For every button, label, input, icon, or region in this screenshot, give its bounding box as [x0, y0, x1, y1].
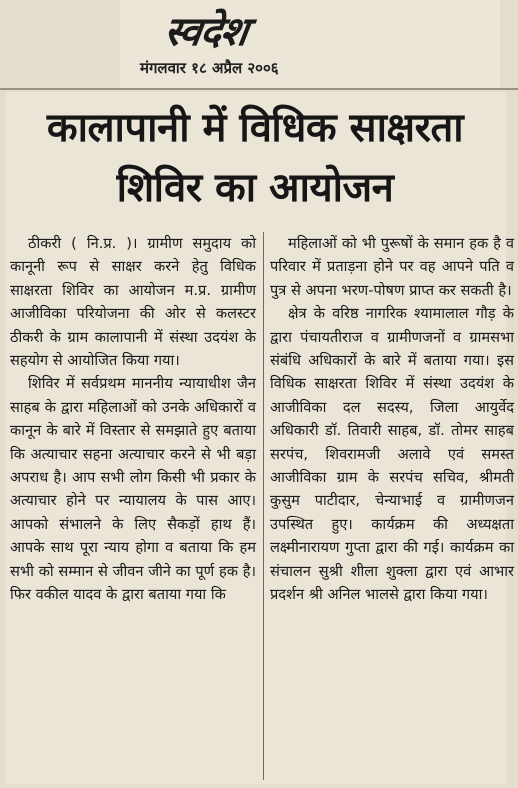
- column-left-paragraph-2: शिविर में सर्वप्रथम माननीय न्यायाधीश जैन साहब के द्वारा महिलाओं को उनके अधिकारों व कानून के बारे में विस्तार से समझाते हुए बताया कि अत्याचार सहना अत्याचार करने से भी बड़ा अपराध है। आप सभी लोग किसी भी प्रकार के अत्याचार होने पर न्यायालय के पास आए। आपको संभालने के लिए सैकड़ों हाथ हैं। आपके साथ पूरा न्याय होगा व बताया कि हम सभी को सम्मान से जीवन जीने का पूर्ण हक है। फिर वकील यादव के द्वारा बताया गया कि: [10, 375, 256, 604]
- column-left-paragraph-1: ठीकरी ( नि.प्र. )। ग्रामीण समुदाय को कानूनी रूप से साक्षर करने हेतु विधिक साक्षरता शिविर का आयोजन म.प्र. ग्रामीण आजीविका परियोजना की ओर से कलस्टर ठीकरी के ग्राम कालापानी में संस्था उदयंश के सहयोग से आयोजित किया गया।: [10, 235, 256, 370]
- publication-date: मंगलवार १८ अप्रैल २००६: [140, 59, 279, 77]
- clipping-edge: [0, 88, 518, 90]
- headline-line-1: कालापानी में विधिक साक्षरता: [46, 105, 464, 151]
- article-headline: [10, 98, 500, 218]
- newspaper-masthead: स्वदेश: [161, 8, 251, 55]
- column-right-paragraph-1: महिलाओं को भी पुरूषों के समान हक है व परिवार में प्रताड़ना होने पर वह आपने पति व पुत्र से अपना भरण-पोषण प्राप्त कर सकती है।: [270, 235, 514, 299]
- column-divider: [263, 232, 264, 780]
- column-right-paragraph-2: क्षेत्र के वरिष्ठ नागरिक श्यामालाल गौड़ के द्वारा पंचायतीराज व ग्रामीणजनों व ग्रामसभा संबंधि अधिकारों के बारे में बताया गया। इस विधिक साक्षरता शिविर में संस्था उदयंश के आजीविका दल सदस्य, जिला आयुर्वेद अधिकारी डॉ. तिवारी साहब, डॉ. तोमर साहब सरपंच, शिवरामजी अलावे एवं समस्त आजीविका ग्राम के सरपंच सचिव, श्रीमती कुसुम पाटीदार, चेन्याभाई व ग्रामीणजन उपस्थित हुए। कार्यक्रम की अध्यक्षता लक्ष्मीनारायण गुप्ता द्वारा की गई। कार्यक्रम का संचालन सुश्री शीला शुक्ला द्वारा एवं आभार प्रदर्शन श्री अनिल भालसे द्वारा किया गया।: [270, 305, 514, 604]
- article-column-right: [270, 232, 514, 607]
- article-column-left: [10, 232, 256, 607]
- headline-line-2: शिविर का आयोजन: [116, 165, 394, 211]
